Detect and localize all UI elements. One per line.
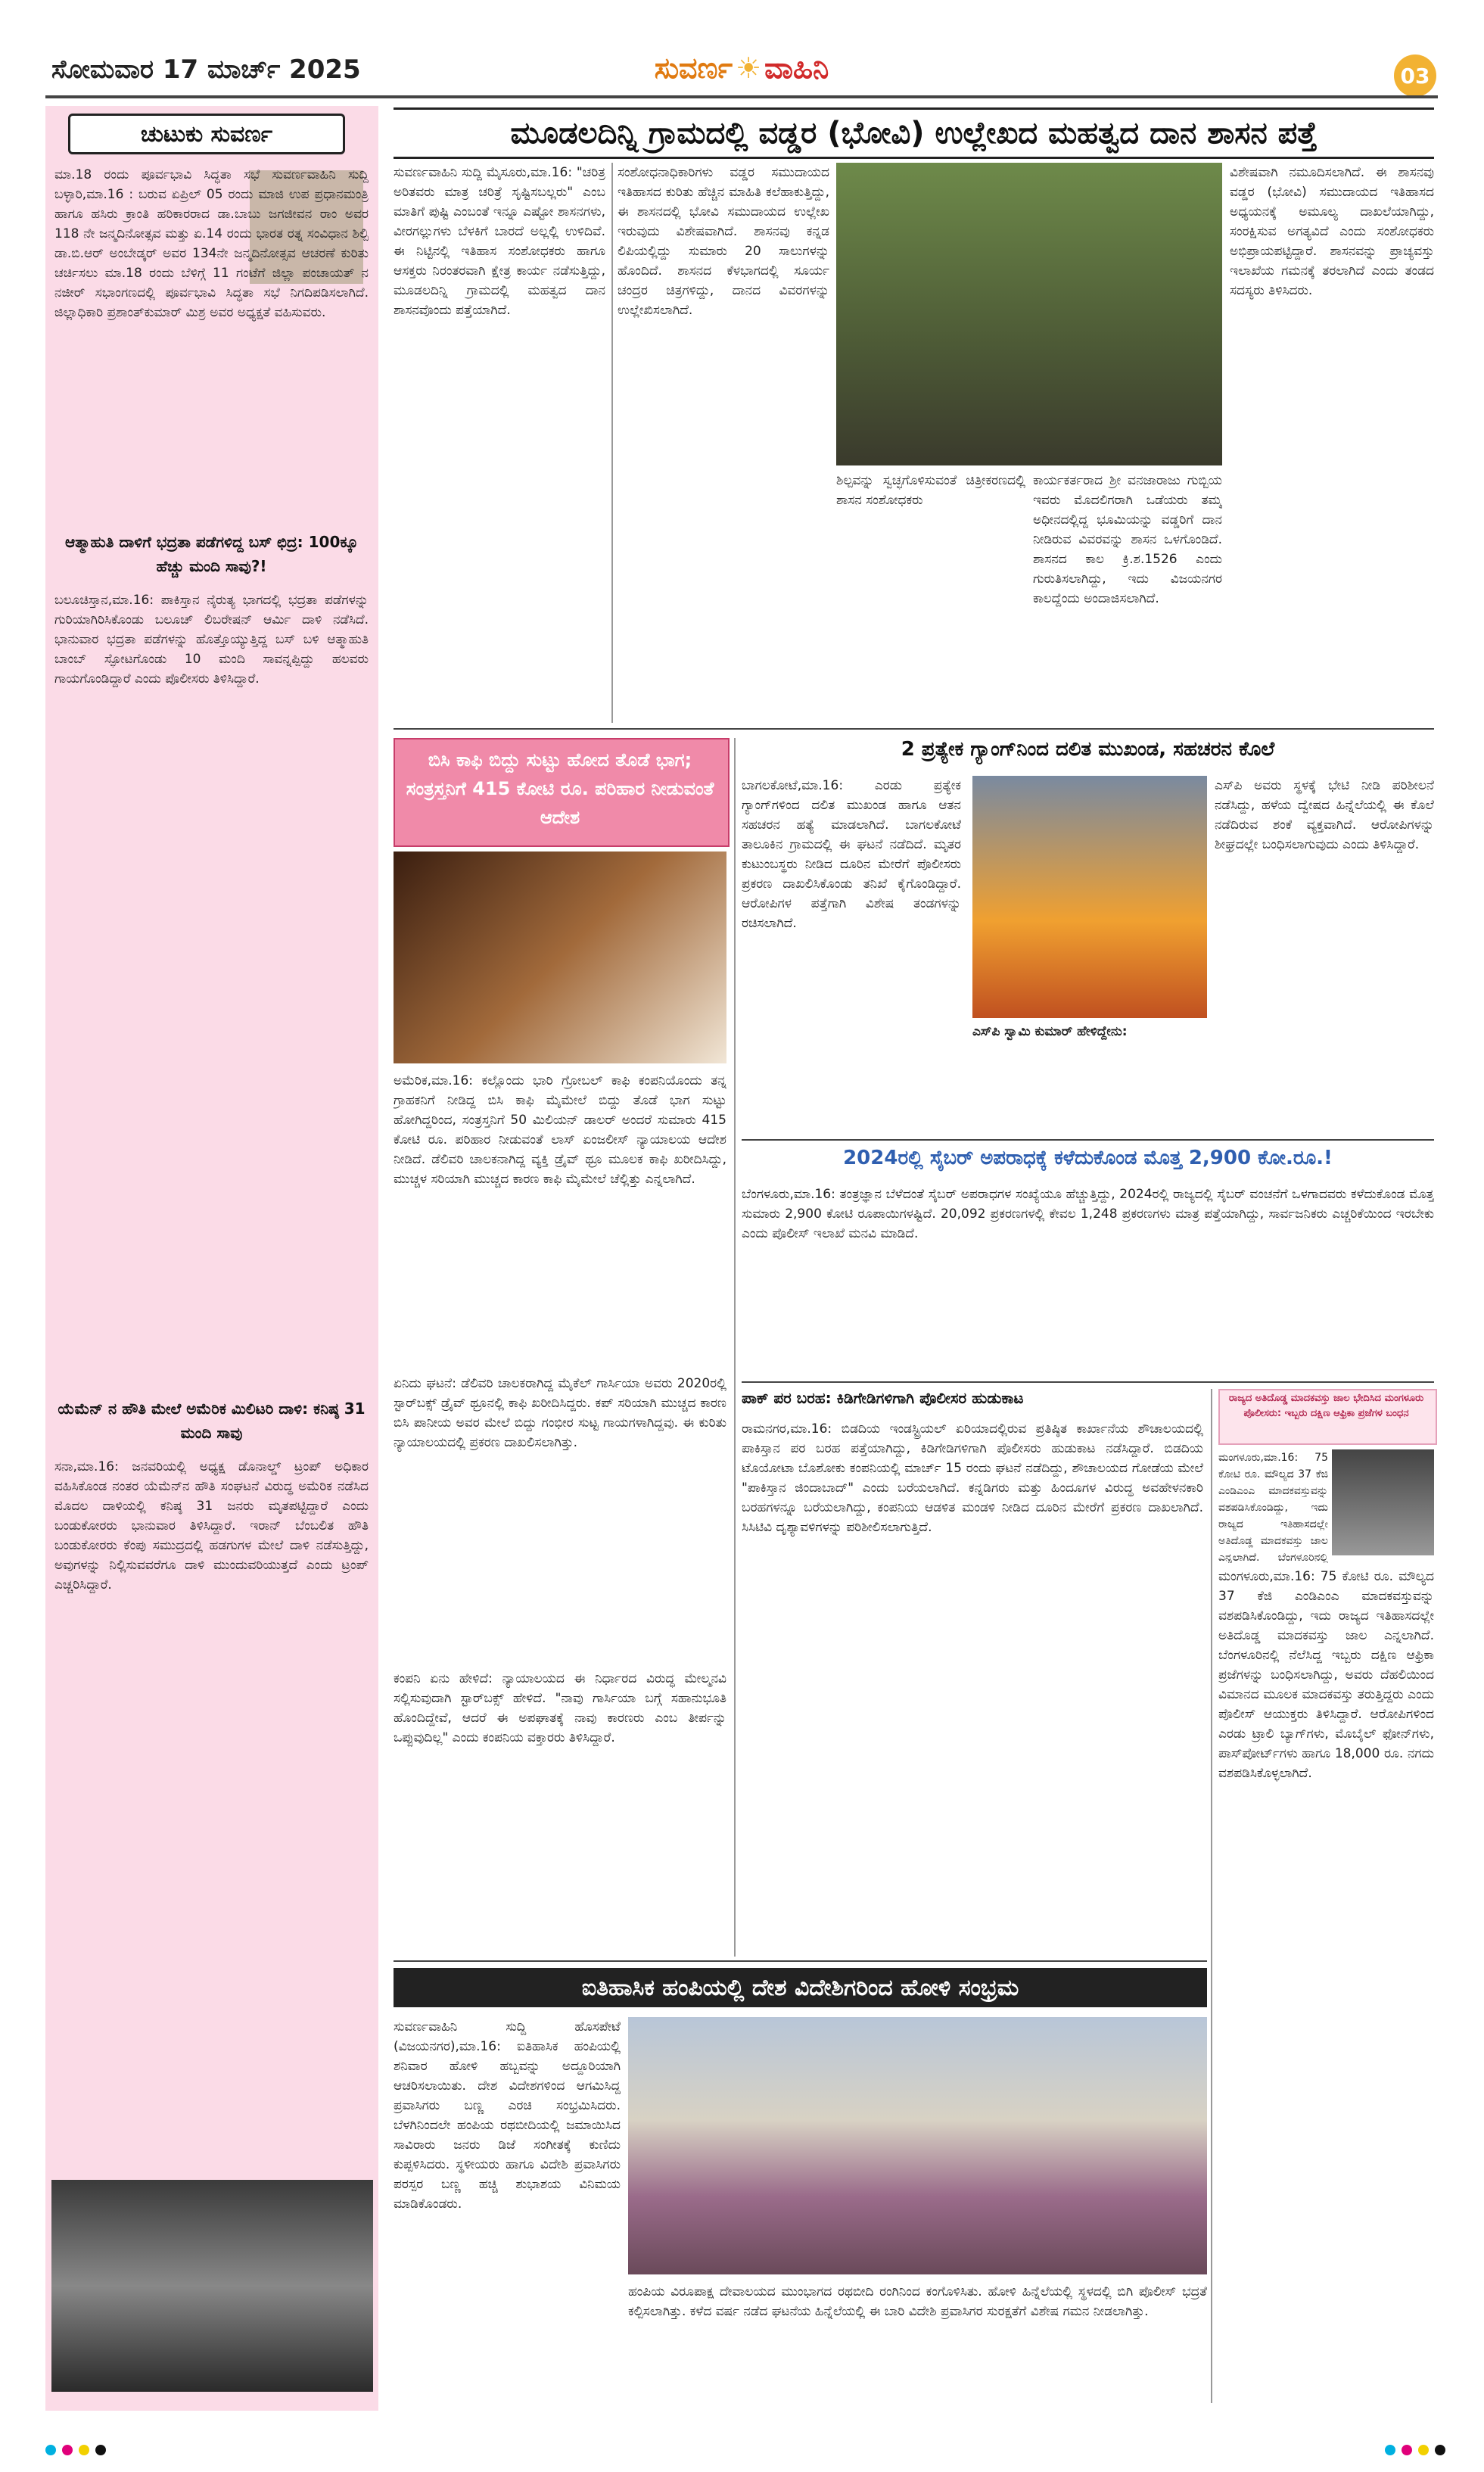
- holi-story-body: ಸುವರ್ಣವಾಹಿನಿ ಸುದ್ದಿ ಹೊಸಪೇಟೆ (ವಿಜಯನಗರ),ಮಾ.16: ಐತಿಹಾಸಿಕ ಹಂಪಿಯಲ್ಲಿ ಶನಿವಾರ ಹೋಳಿ ಹಬ್ಬವನ್ನು ಅದ್ದೂರಿಯಾಗಿ ಆಚರಿಸಲಾಯಿತು. ದೇಶ ವಿದೇಶಗಳಿಂದ ಆಗಮಿಸಿದ್ದ ಪ್ರವಾಸಿಗರು ಬಣ್ಣ ಎರಚಿ ಸಂಭ್ರಮಿಸಿದರು. ಬೆಳಗಿನಿಂದಲೇ ಹಂಪಿಯ ರಥಬೀದಿಯಲ್ಲಿ ಜಮಾಯಿಸಿದ ಸಾವಿರಾರು ಜನರು ಡಿಜೆ ಸಂಗೀತಕ್ಕೆ ಕುಣಿದು ಕುಪ್ಪಳಿಸಿದರು. ಸ್ಥಳೀಯರು ಹಾಗೂ ವಿದೇಶಿ ಪ್ರವಾಸಿಗರು ಪರಸ್ಪರ ಬಣ್ಣ ಹಚ್ಚಿ ಶುಭಾಶಯ ವಿನಿಮಯ ಮಾಡಿಕೊಂಡರು.: [394, 2019, 621, 2212]
- drug-story-headline: ರಾಜ್ಯದ ಅತಿದೊಡ್ಡ ಮಾದಕವಸ್ತು ಜಾಲ ಭೇದಿಸಿದ ಮಂಗಳೂರು ಪೊಲೀಸರು: ಇಬ್ಬರು ದಕ್ಷಿಣ ಆಫ್ರಿಕಾ ಪ್ರಜೆಗಳ ಬಂಧನ: [1228, 1393, 1424, 1419]
- pak-story-body: ರಾಮನಗರ,ಮಾ.16: ಬಿಡದಿಯ ಇಂಡಸ್ಟ್ರಿಯಲ್ ಏರಿಯಾದಲ್ಲಿರುವ ಪ್ರತಿಷ್ಠಿತ ಕಾರ್ಖಾನೆಯ ಶೌಚಾಲಯದಲ್ಲಿ ಪಾಕಿಸ್ತಾನ ಪರ ಬರಹ ಪತ್ತೆಯಾಗಿದ್ದು, ಕಿಡಿಗೇಡಿಗಳಿಗಾಗಿ ಪೊಲೀಸರು ಹುಡುಕಾಟ ನಡೆಸಿದ್ದಾರೆ. ಬಿಡದಿಯ ಟೊಯೋಟಾ ಬೊಶೋಕು ಕಂಪನಿಯಲ್ಲಿ ಮಾರ್ಚ್ 15 ರಂದು ಘಟನೆ ನಡೆದಿದ್ದು, ಶೌಚಾಲಯದ ಗೋಡೆಯ ಮೇಲೆ "ಪಾಕಿಸ್ತಾನ ಜಿಂದಾಬಾದ್" ಎಂದು ಬರೆಯಲಾಗಿದೆ. ಕನ್ನಡಿಗರು ಮತ್ತು ಹಿಂದೂಗಳ ವಿರುದ್ಧ ಅವಹೇಳನಕಾರಿ ಬರಹಗಳನ್ನೂ ಬರೆಯಲಾಗಿದ್ದು, ಕಂಪನಿಯ ಆಡಳಿತ ಮಂಡಳಿ ನೀಡಿದ ದೂರಿನ ಮೇರೆಗೆ ಪ್ರಕರಣ ದಾಖಲಾಗಿದೆ. ಸಿಸಿಟಿವಿ ದೃಶ್ಯಾವಳಿಗಳನ್ನು ಪರಿಶೀಲಿಸಲಾಗುತ್ತಿದೆ.: [742, 1421, 1203, 1535]
- brief-3-body: ಸನಾ,ಮಾ.16: ಜನವರಿಯಲ್ಲಿ ಅಧ್ಯಕ್ಷ ಡೊನಾಲ್ಡ್ ಟ್ರಂಪ್ ಅಧಿಕಾರ ವಹಿಸಿಕೊಂಡ ನಂತರ ಯೆಮೆನ್‌ನ ಹೌತಿ ಸಂಘಟನೆ ವಿರುದ್ಧ ಅಮೆರಿಕ ನಡೆಸಿದ ಮೊದಲ ದಾಳಿಯಲ್ಲಿ ಕನಿಷ್ಠ 31 ಜನರು ಮೃತಪಟ್ಟಿದ್ದಾರೆ ಎಂದು ಬಂಡುಕೋರರು ಭಾನುವಾರ ತಿಳಿಸಿದ್ದಾರೆ. ಇರಾನ್ ಬೆಂಬಲಿತ ಹೌತಿ ಬಂಡುಕೋರರು ಕೆಂಪು ಸಮುದ್ರದಲ್ಲಿ ಹಡಗುಗಳ ಮೇಲೆ ದಾಳಿ ನಡೆಸುತ್ತಿದ್ದು, ಅವುಗಳನ್ನು ನಿಲ್ಲಿಸುವವರೆಗೂ ದಾಳಿ ಮುಂದುವರಿಯುತ್ತದೆ ಎಂದು ಟ್ರಂಪ್ ಎಚ್ಚರಿಸಿದ್ದಾರೆ.: [54, 1459, 369, 1592]
- coffee-story-body-2: ಏನಿದು ಘಟನೆ: ಡೆಲಿವರಿ ಚಾಲಕರಾಗಿದ್ದ ಮೈಕೆಲ್ ಗಾರ್ಸಿಯಾ ಅವರು 2020ರಲ್ಲಿ ಸ್ಟಾರ್‌ಬಕ್ಸ್ ಡ್ರೈವ್ ಥ್ರೂನಲ್ಲಿ ಕಾಫಿ ಖರೀದಿಸಿದ್ದರು. ಕಪ್ ಸರಿಯಾಗಿ ಮುಚ್ಚದ ಕಾರಣ ಬಿಸಿ ಪಾನೀಯ ಅವರ ಮೇಲೆ ಬಿದ್ದು ಗಂಭೀರ ಸುಟ್ಟ ಗಾಯಗಳಾಗಿದ್ದವು. ಈ ಕುರಿತು ನ್ಯಾಯಾಲಯದಲ್ಲಿ ಪ್ರಕರಣ ದಾಖಲಿಸಲಾಗಿತ್ತು.: [394, 1376, 726, 1450]
- coffee-cups-photo: [394, 852, 726, 1063]
- gang-story-body: ಬಾಗಲಕೋಟೆ,ಮಾ.16: ಎರಡು ಪ್ರತ್ಯೇಕ ಗ್ಯಾಂಗ್‌ಗಳಿಂದ ದಲಿತ ಮುಖಂಡ ಹಾಗೂ ಆತನ ಸಹಚರನ ಹತ್ಯೆ ಮಾಡಲಾಗಿದೆ. ಬಾಗಲಕೋಟೆ ತಾಲೂಕಿನ ಗ್ರಾಮದಲ್ಲಿ ಈ ಘಟನೆ ನಡೆದಿದೆ. ಮೃತರ ಕುಟುಂಬಸ್ಥರು ನೀಡಿದ ದೂರಿನ ಮೇರೆಗೆ ಪೊಲೀಸರು ಪ್ರಕರಣ ದಾಖಲಿಸಿಕೊಂಡು ತನಿಖೆ ಕೈಗೊಂಡಿದ್ದಾರೆ. ಆರೋಪಿಗಳ ಪತ್ತೆಗಾಗಿ ವಿಶೇಷ ತಂಡಗಳನ್ನು ರಚಿಸಲಾಗಿದೆ.: [742, 778, 961, 931]
- print-registration-marks: [1385, 2445, 1445, 2455]
- pak-story-headline: ಪಾಕ್ ಪರ ಬರಹ: ಕಿಡಿಗೇಡಿಗಳಿಗಾಗಿ ಪೊಲೀಸರ ಹುಡುಕಾಟ: [742, 1389, 1024, 1407]
- coffee-story-body: ಅಮೆರಿಕ,ಮಾ.16: ಕಲ್ಲೊಂದು ಭಾರಿ ಗ್ರೋಬಲ್ ಕಾಫಿ ಕಂಪನಿಯೊಂದು ತನ್ನ ಗ್ರಾಹಕನಿಗೆ ನೀಡಿದ್ದ ಬಿಸಿ ಕಾಫಿ ಮೈಮೇಲೆ ಬಿದ್ದು ತೊಡೆ ಭಾಗ ಸುಟ್ಟು ಹೋಗಿದ್ದರಿಂದ, ಸಂತ್ರಸ್ತನಿಗೆ 50 ಮಿಲಿಯನ್ ಡಾಲರ್ ಅಂದರೆ ಸುಮಾರು 415 ಕೋಟಿ ರೂ. ಪರಿಹಾರ ನೀಡುವಂತೆ ಲಾಸ್ ಏಂಜಲೀಸ್ ನ್ಯಾಯಾಲಯ ಆದೇಶ ನೀಡಿದೆ. ಡೆಲಿವರಿ ಚಾಲಕನಾಗಿದ್ದ ವ್ಯಕ್ತಿ ಡ್ರೈವ್ ಥ್ರೂ ಮೂಲಕ ಕಾಫಿ ಖರೀದಿಸಿದ್ದು, ಮುಚ್ಚಳ ಸರಿಯಾಗಿ ಮುಚ್ಚದ ಕಾರಣ ಕಾಫಿ ಮೈಮೇಲೆ ಚೆಲ್ಲಿತ್ತು ಎನ್ನಲಾಗಿದೆ.: [394, 1073, 726, 1187]
- hampi-holi-crowd-photo: [628, 2017, 1207, 2274]
- coffee-story-body-3: ಕಂಪನಿ ಏನು ಹೇಳಿದೆ: ನ್ಯಾಯಾಲಯದ ಈ ನಿರ್ಧಾರದ ವಿರುದ್ಧ ಮೇಲ್ಮನವಿ ಸಲ್ಲಿಸುವುದಾಗಿ ಸ್ಟಾರ್‌ಬಕ್ಸ್ ಹೇಳಿದೆ. "ನಾವು ಗಾರ್ಸಿಯಾ ಬಗ್ಗೆ ಸಹಾನುಭೂತಿ ಹೊಂದಿದ್ದೇವೆ, ಆದರೆ ಈ ಅಪಘಾತಕ್ಕೆ ನಾವು ಕಾರಣರು ಎಂಬ ತೀರ್ಪನ್ನು ಒಪ್ಪುವುದಿಲ್ಲ" ಎಂದು ಕಂಪನಿಯ ವಕ್ತಾರರು ತಿಳಿಸಿದ್ದಾರೆ.: [394, 1671, 726, 1745]
- brief-2-body: ಬಲೂಚಿಸ್ತಾನ,ಮಾ.16: ಪಾಕಿಸ್ತಾನ ನೈರುತ್ಯ ಭಾಗದಲ್ಲಿ ಭದ್ರತಾ ಪಡೆಗಳನ್ನು ಗುರಿಯಾಗಿರಿಸಿಕೊಂಡು ಬಲೂಚ್ ಲಿಬರೇಷನ್ ಆರ್ಮಿ ದಾಳಿ ನಡೆಸಿದೆ. ಭಾನುವಾರ ಭದ್ರತಾ ಪಡೆಗಳನ್ನು ಹೊತ್ತೊಯ್ಯುತ್ತಿದ್ದ ಬಸ್ ಬಳಿ ಆತ್ಮಾಹುತಿ ಬಾಂಬ್ ಸ್ಫೋಟಗೊಂಡು 10 ಮಂದಿ ಸಾವನ್ನಪ್ಪಿದ್ದು ಹಲವರು ಗಾಯಗೊಂಡಿದ್ದಾರೆ ಎಂದು ಪೊಲೀಸರು ತಿಳಿಸಿದ್ದಾರೆ.: [54, 593, 369, 686]
- print-registration-marks: [45, 2445, 106, 2455]
- column-rule: [1211, 1389, 1212, 2403]
- column-rule: [734, 738, 736, 1957]
- coffee-story-headline: ಬಿಸಿ ಕಾಫಿ ಬಿದ್ದು ಸುಟ್ಟು ಹೋದ ತೊಡೆ ಭಾಗ; ಸಂತ್ರಸ್ತನಿಗೆ 415 ಕೋಟಿ ರೂ. ಪರಿಹಾರ ನೀಡುವಂತೆ ಆದೇಶ: [406, 749, 714, 828]
- drug-story-body-cont: ಮಂಗಳೂರು,ಮಾ.16: 75 ಕೋಟಿ ರೂ. ಮೌಲ್ಯದ 37 ಕೆಜಿ ಎಂಡಿಎಂಎ ಮಾದಕವಸ್ತುವನ್ನು ವಶಪಡಿಸಿಕೊಂಡಿದ್ದು, ಇದು ರಾಜ್ಯದ ಇತಿಹಾಸದಲ್ಲೇ ಅತಿದೊಡ್ಡ ಮಾದಕವಸ್ತು ಜಾಲ ಎನ್ನಲಾಗಿದೆ. ಬೆಂಗಳೂರಿನಲ್ಲಿ ನೆಲೆಸಿದ್ದ ಇಬ್ಬರು ದಕ್ಷಿಣ ಆಫ್ರಿಕಾ ಪ್ರಜೆಗಳನ್ನು ಬಂಧಿಸಲಾಗಿದ್ದು, ಅವರು ದೆಹಲಿಯಿಂದ ವಿಮಾನದ ಮೂಲಕ ಮಾದಕವಸ್ತು ತರುತ್ತಿದ್ದರು ಎಂದು ಪೊಲೀಸ್ ಆಯುಕ್ತರು ತಿಳಿಸಿದ್ದಾರೆ. ಆರೋಪಿಗಳಿಂದ ಎರಡು ಟ್ರಾಲಿ ಬ್ಯಾಗ್‌ಗಳು, ಮೊಬೈಲ್ ಫೋನ್‌ಗಳು, ಪಾಸ್‌ಪೋರ್ಟ್‌ಗಳು ಹಾಗೂ 18,000 ರೂ. ನಗದು ವಶಪಡಿಸಿಕೊಳ್ಳಲಾಗಿದೆ.: [1218, 1569, 1434, 1781]
- newspaper-logo: [628, 50, 855, 86]
- cyber-story-headline: 2024ರಲ್ಲಿ ಸೈಬರ್ ಅಪರಾಧಕ್ಕೆ ಕಳೆದುಕೊಂಡ ಮೊತ್ತ 2,900 ಕೋ.ರೂ.!: [843, 1147, 1333, 1169]
- lead-col-1: ಸುವರ್ಣವಾಹಿನಿ ಸುದ್ದಿ ಮೈಸೂರು,ಮಾ.16: "ಚರಿತ್ರ ಅರಿತವರು ಮಾತ್ರ ಚರಿತ್ರೆ ಸೃಷ್ಟಿಸಬಲ್ಲರು" ಎಂಬ ಮಾತಿಗೆ ಪುಷ್ಟಿ ಎಂಬಂತೆ ಇನ್ನೂ ಎಷ್ಟೋ ಶಾಸನಗಳು, ವೀರಗಲ್ಲುಗಳು ಬೆಳಕಿಗೆ ಬಾರದೆ ಅಲ್ಲಲ್ಲಿ ಉಳಿದಿವೆ. ಈ ನಿಟ್ಟಿನಲ್ಲಿ ಇತಿಹಾಸ ಸಂಶೋಧಕರು ಹಾಗೂ ಆಸಕ್ತರು ನಿರಂತರವಾಗಿ ಕ್ಷೇತ್ರ ಕಾರ್ಯ ನಡೆಸುತ್ತಿದ್ದು, ಮೂಡಲದಿನ್ನಿ ಗ್ರಾಮದಲ್ಲಿ ಮಹತ್ವದ ದಾನ ಶಾಸನವೊಂದು ಪತ್ತೆಯಾಗಿದೆ.: [394, 165, 605, 318]
- cyber-story-body: ಬೆಂಗಳೂರು,ಮಾ.16: ತಂತ್ರಜ್ಞಾನ ಬೆಳೆದಂತೆ ಸೈಬರ್ ಅಪರಾಧಗಳ ಸಂಖ್ಯೆಯೂ ಹೆಚ್ಚುತ್ತಿದ್ದು, 2024ರಲ್ಲಿ ರಾಜ್ಯದಲ್ಲಿ ಸೈಬರ್ ವಂಚನೆಗೆ ಒಳಗಾದವರು ಕಳೆದುಕೊಂಡ ಮೊತ್ತ ಸುಮಾರು 2,900 ಕೋಟಿ ರೂಪಾಯಿಗಳಷ್ಟಿದೆ. 20,092 ಪ್ರಕರಣಗಳಲ್ಲಿ ಕೇವಲ 1,248 ಪ್ರಕರಣಗಳು ಮಾತ್ರ ಪತ್ತೆಯಾಗಿದ್ದು, ಸಾರ್ವಜನಿಕರು ಎಚ್ಚರಿಕೆಯಿಂದ ಇರಬೇಕು ಎಂದು ಪೊಲೀಸ್ ಇಲಾಖೆ ಮನವಿ ಮಾಡಿದೆ.: [742, 1187, 1434, 1241]
- section-rule: [742, 1381, 1434, 1383]
- lead-headline: ಮೂಡಲದಿನ್ನಿ ಗ್ರಾಮದಲ್ಲಿ ವಡ್ಡರ (ಭೋವಿ) ಉಲ್ಲೇಖದ ಮಹತ್ವದ ದಾನ ಶಾಸನ ಪತ್ತೆ: [394, 107, 1434, 159]
- lead-col-2: ಸಂಶೋಧನಾಧಿಕಾರಿಗಳು ವಡ್ಡರ ಸಮುದಾಯದ ಇತಿಹಾಸದ ಕುರಿತು ಹೆಚ್ಚಿನ ಮಾಹಿತಿ ಕಲೆಹಾಕುತ್ತಿದ್ದು, ಈ ಶಾಸನದಲ್ಲಿ ಭೋವಿ ಸಮುದಾಯದ ಉಲ್ಲೇಖ ಇರುವುದು ವಿಶೇಷವಾಗಿದೆ. ಶಾಸನವು ಕನ್ನಡ ಲಿಪಿಯಲ್ಲಿದ್ದು ಸುಮಾರು 20 ಸಾಲುಗಳನ್ನು ಹೊಂದಿದೆ. ಶಾಸನದ ಕೆಳಭಾಗದಲ್ಲಿ ಸೂರ್ಯ ಚಂದ್ರರ ಚಿತ್ರಗಳಿದ್ದು, ದಾನದ ವಿವರಗಳನ್ನು ಉಲ್ಲೇಖಿಸಲಾಗಿದೆ.: [618, 165, 829, 318]
- brief-2-headline: ಆತ್ಮಾಹುತಿ ದಾಳಿಗೆ ಭದ್ರತಾ ಪಡೆಗಳಿದ್ದ ಬಸ್ ಛಿದ್ರ: 100ಕ್ಕೂ ಹೆಚ್ಚು ಮಂದಿ ಸಾವು?!: [64, 533, 359, 575]
- section-rule: [394, 1960, 1207, 1962]
- gang-story-body-2: ಎಸ್‌ಪಿ ಅವರು ಸ್ಥಳಕ್ಕೆ ಭೇಟಿ ನೀಡಿ ಪರಿಶೀಲನೆ ನಡೆಸಿದ್ದು, ಹಳೆಯ ದ್ವೇಷದ ಹಿನ್ನೆಲೆಯಲ್ಲಿ ಈ ಕೊಲೆ ನಡೆದಿರುವ ಶಂಕೆ ವ್ಯಕ್ತವಾಗಿದೆ. ಆರೋಪಿಗಳನ್ನು ಶೀಘ್ರದಲ್ಲೇ ಬಂಧಿಸಲಾಗುವುದು ಎಂದು ತಿಳಿಸಿದ್ದಾರೆ.: [1215, 778, 1434, 852]
- sun-icon: ☀: [736, 51, 762, 85]
- military-strike-photo: [51, 2180, 373, 2392]
- logo-part-2: ವಾಹಿನಿ: [764, 51, 829, 85]
- brief-1-body: ಮಾ.18 ರಂದು ಪೂರ್ವಭಾವಿ ಸಿದ್ಧತಾ ಸಭೆ ಸುವರ್ಣವಾಹಿನಿ ಸುದ್ದಿ ಬಳ್ಳಾರಿ,ಮಾ.16 : ಬರುವ ಏಪ್ರಿಲ್ 05 ರಂದು ಮಾಜಿ ಉಪ ಪ್ರಧಾನಮಂತ್ರಿ ಹಾಗೂ ಹಸಿರು ಕ್ರಾಂತಿ ಹರಿಕಾರರಾದ ಡಾ.ಬಾಬು ಜಗಜೀವನ ರಾಂ ಅವರ 118 ನೇ ಜನ್ಮದಿನೋತ್ಸವ ಮತ್ತು ಏ.14 ರಂದು ಭಾರತ ರತ್ನ ಸಂವಿಧಾನ ಶಿಲ್ಪಿ ಡಾ.ಬಿ.ಆರ್ ಅಂಬೇಡ್ಕರ್ ಅವರ 134ನೇ ಜನ್ಮದಿನೋತ್ಸವ ಆಚರಣೆ ಕುರಿತು ಚರ್ಚಿಸಲು ಮಾ.18 ರಂದು ಬೆಳಿಗ್ಗೆ 11 ಗಂಟೆಗೆ ಜಿಲ್ಲಾ ಪಂಚಾಯತ್ ನ ನಜೀರ್ ಸಭಾಂಗಣದಲ್ಲಿ ಪೂರ್ವಭಾವಿ ಸಿದ್ಧತಾ ಸಭೆ ನಿಗದಿಪಡಿಸಲಾಗಿದೆ. ಜಿಲ್ಲಾಧಿಕಾರಿ ಪ್ರಶಾಂತ್‌ಕುಮಾರ್ ಮಿಶ್ರ ಅವರ ಅಧ್ಯಕ್ಷತೆ ವಹಿಸುವರು.: [54, 167, 369, 320]
- column-rule: [611, 163, 613, 723]
- logo-part-1: ಸುವರ್ಣ: [654, 51, 733, 85]
- brief-3-headline: ಯೆಮೆನ್ ನ ಹೌತಿ ಮೇಲೆ ಅಮೆರಿಕ ಮಿಲಿಟರಿ ದಾಳಿ: ಕನಿಷ್ಠ 31 ಮಂದಿ ಸಾವು: [58, 1399, 366, 1442]
- lead-photo-caption: ಶಿಲ್ಪವನ್ನು ಸ್ವಚ್ಛಗೊಳಿಸುವಂತೆ ಚಿತ್ರೀಕರಣದಲ್ಲಿ ಶಾಸನ ಸಂಶೋಧಕರು: [836, 473, 1025, 508]
- gang-photo-caption: ಎಸ್‌ಪಿ ಸ್ವಾಮಿ ಕುಮಾರ್ ಹೇಳಿದ್ದೇನು:: [972, 1024, 1128, 1039]
- page-number: 03: [1394, 54, 1436, 97]
- header-rule: [45, 95, 1438, 98]
- lead-col-3: ಕಾರ್ಯಕರ್ತರಾದ ಶ್ರೀ ವನಜಾರಾಜು ಗುಬ್ಬಿಯ ಇವರು ಮೊದಲಿಗರಾಗಿ ಒಡೆಯರು ತಮ್ಮ ಅಧೀನದಲ್ಲಿದ್ದ ಭೂಮಿಯನ್ನು ವಡ್ಡರಿಗೆ ದಾನ ನೀಡಿರುವ ವಿವರವನ್ನು ಶಾಸನ ಒಳಗೊಂಡಿದೆ. ಶಾಸನದ ಕಾಲ ಕ್ರಿ.ಶ.1526 ಎಂದು ಗುರುತಿಸಲಾಗಿದ್ದು, ಇದು ವಿಜಯನಗರ ಕಾಲದ್ದೆಂದು ಅಂದಾಜಿಸಲಾಗಿದೆ.: [1033, 473, 1222, 606]
- holi-story-body-2: ಹಂಪಿಯ ವಿರೂಪಾಕ್ಷ ದೇವಾಲಯದ ಮುಂಭಾಗದ ರಥಬೀದಿ ರಂಗಿನಿಂದ ಕಂಗೊಳಿಸಿತು. ಹೋಳಿ ಹಿನ್ನೆಲೆಯಲ್ಲಿ ಸ್ಥಳದಲ್ಲಿ ಬಿಗಿ ಪೊಲೀಸ್ ಭದ್ರತೆ ಕಲ್ಪಿಸಲಾಗಿತ್ತು. ಕಳೆದ ವರ್ಷ ನಡೆದ ಘಟನೆಯ ಹಿನ್ನೆಲೆಯಲ್ಲಿ ಈ ಬಾರಿ ವಿದೇಶಿ ಪ್ರವಾಸಿಗರ ಸುರಕ್ಷತೆಗೆ ವಿಶೇಷ ಗಮನ ನೀಡಲಾಗಿತ್ತು.: [628, 2284, 1207, 2319]
- handcuffs-photo: [1332, 1449, 1434, 1555]
- gang-story-headline: 2 ಪ್ರತ್ಯೇಕ ಗ್ಯಾಂಗ್‌ನಿಂದ ದಲಿತ ಮುಖಂಡ, ಸಹಚರನ ಕೊಲೆ: [901, 738, 1275, 761]
- section-rule: [742, 1139, 1434, 1141]
- issue-date: ಸೋಮವಾರ 17 ಮಾರ್ಚ್ 2025: [51, 54, 361, 85]
- section-kicker: ಚುಟುಕು ಸುವರ್ಣ: [68, 114, 345, 154]
- inscription-site-photo: [836, 163, 1222, 465]
- drug-story-body: ಮಂಗಳೂರು,ಮಾ.16: 75 ಕೋಟಿ ರೂ. ಮೌಲ್ಯದ 37 ಕೆಜಿ ಎಂಡಿಎಂಎ ಮಾದಕವಸ್ತುವನ್ನು ವಶಪಡಿಸಿಕೊಂಡಿದ್ದು, ಇದು ರಾಜ್ಯದ ಇತಿಹಾಸದಲ್ಲೇ ಅತಿದೊಡ್ಡ ಮಾದಕವಸ್ತು ಜಾಲ ಎನ್ನಲಾಗಿದೆ. ಬೆಂಗಳೂರಿನಲ್ಲಿ: [1218, 1452, 1328, 1563]
- holi-story-headline: ಐತಿಹಾಸಿಕ ಹಂಪಿಯಲ್ಲಿ ದೇಶ ವಿದೇಶಿಗರಿಂದ ಹೋಳಿ ಸಂಭ್ರಮ: [394, 1968, 1207, 2007]
- victim-portrait-photo: [972, 776, 1207, 1018]
- lead-col-4: ವಿಶೇಷವಾಗಿ ನಮೂದಿಸಲಾಗಿದೆ. ಈ ಶಾಸನವು ವಡ್ಡರ (ಭೋವಿ) ಸಮುದಾಯದ ಇತಿಹಾಸದ ಅಧ್ಯಯನಕ್ಕೆ ಅಮೂಲ್ಯ ದಾಖಲೆಯಾಗಿದ್ದು, ಸಂರಕ್ಷಿಸುವ ಅಗತ್ಯವಿದೆ ಎಂದು ಸಂಶೋಧಕರು ಅಭಿಪ್ರಾಯಪಟ್ಟಿದ್ದಾರೆ. ಶಾಸನವನ್ನು ಪ್ರಾಚ್ಯವಸ್ತು ಇಲಾಖೆಯ ಗಮನಕ್ಕೆ ತರಲಾಗಿದೆ ಎಂದು ತಂಡದ ಸದಸ್ಯರು ತಿಳಿಸಿದರು.: [1230, 165, 1434, 298]
- section-rule: [394, 728, 1434, 730]
